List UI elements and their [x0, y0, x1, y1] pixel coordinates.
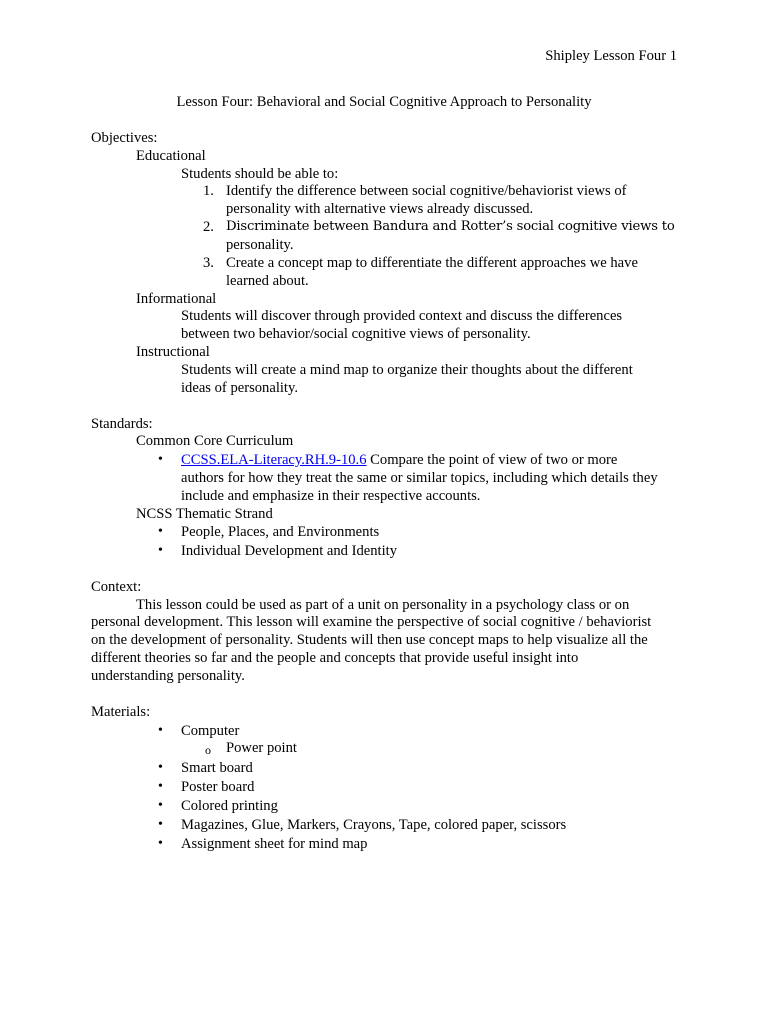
- objective-2-line1: Discriminate between Bandura and Rotter’s social cognitive views to: [226, 219, 675, 234]
- objective-number-1: 1.: [203, 183, 214, 199]
- bullet-icon: •: [158, 817, 163, 832]
- bullet-icon: •: [158, 798, 163, 813]
- objective-1-line2: personality with alternative views already discussed.: [226, 201, 534, 217]
- context-heading: Context:: [91, 579, 142, 595]
- informational-line2: between two behavior/social cognitive views of personality.: [181, 326, 531, 342]
- instructional-line2: ideas of personality.: [181, 380, 298, 396]
- material-powerpoint: Power point: [226, 740, 297, 756]
- bullet-icon: •: [158, 524, 163, 539]
- ncss-item-1: People, Places, and Environments: [181, 524, 380, 540]
- informational-line1: Students will discover through provided context and discuss the differences: [181, 308, 623, 324]
- common-core-heading: Common Core Curriculum: [136, 433, 294, 449]
- common-core-line1: [181, 451, 617, 469]
- material-item-4: Magazines, Glue, Markers, Crayons, Tape, colored paper, scissors: [181, 817, 567, 833]
- bullet-icon: •: [158, 760, 163, 775]
- running-head: Shipley Lesson Four 1: [545, 48, 677, 64]
- materials-heading: Materials:: [91, 704, 151, 720]
- objective-number-3: 3.: [203, 255, 214, 271]
- context-line-3: on the development of personality. Students will then use concept maps to help visualize all the: [91, 632, 648, 648]
- material-item-2: Poster board: [181, 779, 255, 795]
- material-item-1: Smart board: [181, 760, 253, 776]
- objective-3-line2: learned about.: [226, 273, 309, 289]
- bullet-icon: •: [158, 779, 163, 794]
- material-item-5: Assignment sheet for mind map: [181, 836, 368, 852]
- objective-2-line2: personality.: [226, 237, 294, 253]
- context-line-1: This lesson could be used as part of a unit on personality in a psychology class or on: [136, 597, 630, 613]
- bullet-icon: •: [158, 723, 163, 738]
- objective-3-line1: Create a concept map to differentiate the different approaches we have: [226, 255, 638, 271]
- material-item-3: Colored printing: [181, 798, 278, 814]
- common-core-line2: authors for how they treat the same or similar topics, including which details they: [181, 470, 658, 486]
- context-line-4: different theories so far and the people and concepts that provide useful insight into: [91, 650, 579, 666]
- bullet-icon: •: [158, 543, 163, 558]
- objective-1-line1: Identify the difference between social cognitive/behaviorist views of: [226, 183, 627, 199]
- instructional-heading: Instructional: [136, 344, 210, 360]
- page-title: Lesson Four: Behavioral and Social Cognitive Approach to Personality: [176, 94, 592, 110]
- ncss-heading: NCSS Thematic Strand: [136, 506, 273, 522]
- ccss-standard-link[interactable]: CCSS.ELA-Literacy.RH.9-10.6: [181, 452, 367, 468]
- educational-intro: Students should be able to:: [181, 166, 339, 182]
- common-core-line3: include and emphasize in their respective accounts.: [181, 488, 481, 504]
- sub-bullet-icon: o: [205, 743, 211, 757]
- bullet-icon: •: [158, 836, 163, 851]
- standards-heading: Standards:: [91, 416, 153, 432]
- ncss-item-2: Individual Development and Identity: [181, 543, 398, 559]
- context-line-2: personal development. This lesson will examine the perspective of social cognitive / behaviorist: [91, 614, 652, 630]
- educational-heading: Educational: [136, 148, 206, 164]
- common-core-line1-text: Compare the point of view of two or more: [366, 452, 618, 468]
- objective-number-2: 2.: [203, 219, 214, 235]
- objectives-heading: Objectives:: [91, 130, 158, 146]
- informational-heading: Informational: [136, 291, 217, 307]
- context-line-5: understanding personality.: [91, 668, 245, 684]
- instructional-line1: Students will create a mind map to organize their thoughts about the different: [181, 362, 633, 378]
- material-computer: Computer: [181, 723, 240, 739]
- bullet-icon: •: [158, 452, 163, 467]
